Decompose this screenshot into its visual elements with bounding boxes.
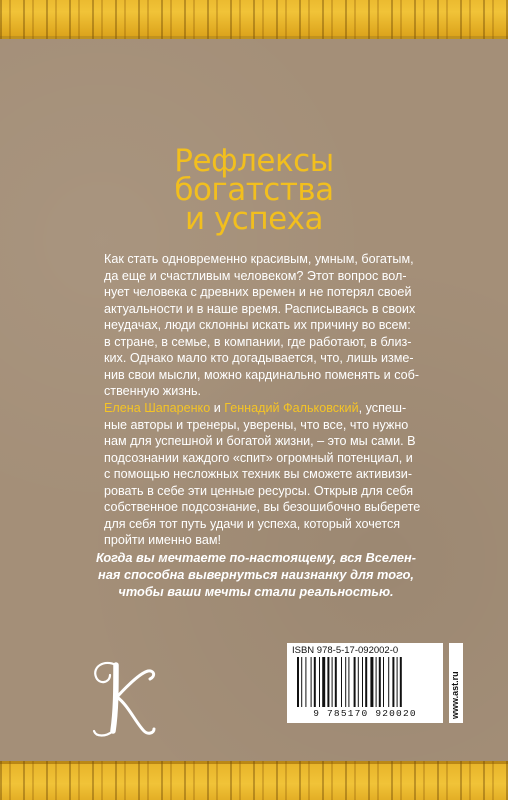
text-line: нует человека с древних времен и не потерял своей xyxy=(104,285,412,299)
barcode-bar xyxy=(362,657,363,707)
title-line: Рефлексы xyxy=(174,143,334,179)
barcode-bar xyxy=(392,657,394,707)
barcode-bar xyxy=(314,657,316,707)
text-line: актуальности и в наше время. Расписываясь в своих xyxy=(104,301,416,316)
barcode-bar xyxy=(319,657,320,707)
text-line: неудачах, люди склонны искать их причину во всем: xyxy=(104,318,411,332)
barcode-bar xyxy=(354,657,356,707)
bottom-decorative-band xyxy=(0,761,508,800)
barcode-bar xyxy=(301,657,302,707)
text-line: с помощью несложных техник вы сможете активизи- xyxy=(104,467,413,481)
barcode-block xyxy=(287,643,443,723)
conjunction: и xyxy=(210,401,225,415)
barcode-bar xyxy=(388,657,389,707)
barcode-bar xyxy=(335,657,337,707)
text-line xyxy=(104,400,407,417)
text-line: ные авторы и тренеры, уверены, что все, что нужно xyxy=(104,417,409,432)
publisher-logo-icon xyxy=(86,645,158,745)
text-line: Как стать одновременно красивым, умным, богатым, xyxy=(104,252,414,266)
barcode-bar xyxy=(379,657,381,707)
barcode-bar xyxy=(297,657,299,707)
barcode-bar xyxy=(376,657,377,707)
barcode-bar xyxy=(400,657,402,707)
quote-line: Когда вы мечтаете по-настоящему, вся Вселен- xyxy=(95,550,417,565)
text-line: ровать в себе эти ценные ресурсы. Открыв для себя xyxy=(104,483,414,498)
author-name: Геннадий Фальковский xyxy=(224,401,359,415)
isbn-text: ISBN 978-5-17-092002-0 xyxy=(292,645,399,656)
barcode-bar xyxy=(345,657,346,707)
barcode-bar xyxy=(365,657,367,707)
authors-paragraph xyxy=(104,400,421,549)
quote-line: ная способна вывернуться наизнанку для того, xyxy=(98,567,414,582)
website-label-box xyxy=(449,643,463,723)
barcode-bar xyxy=(322,657,325,707)
text-line: ких. Однако мало кто догадывается, что, лишь изме- xyxy=(104,351,414,365)
text-line: в стране, в семье, в компании, где работают, в близ- xyxy=(104,334,412,349)
barcode-bar xyxy=(370,657,373,707)
barcode-bar xyxy=(311,657,312,707)
title-line: богатства xyxy=(174,172,334,208)
barcode-bar xyxy=(305,657,306,707)
barcode-bar xyxy=(358,657,359,707)
logo-letter: K xyxy=(86,645,87,646)
text-line: да еще и счастливым человеком? Этот вопрос вол- xyxy=(104,268,407,283)
description-paragraph xyxy=(104,251,420,400)
barcode-bar xyxy=(327,657,329,707)
barcode-icon xyxy=(295,657,435,707)
quote xyxy=(88,549,424,600)
barcode-bar xyxy=(348,657,349,707)
barcode-digits: 9 785170 920020 xyxy=(313,708,417,719)
top-decorative-band xyxy=(0,0,508,39)
barcode-bar xyxy=(383,657,384,707)
quote-line: чтобы ваши мечты стали реальностью. xyxy=(118,584,394,599)
barcode-bar xyxy=(341,657,342,707)
text-line: пройти именно вам! xyxy=(104,533,221,547)
barcode-bar xyxy=(397,657,398,707)
publisher-website: www.ast.ru xyxy=(450,671,460,719)
text-line: ственную жизнь. xyxy=(104,384,202,398)
author-name: Елена Шапаренко xyxy=(104,401,211,415)
barcode-bar xyxy=(332,657,333,707)
text-line: собственное подсознание, вы безошибочно выберете xyxy=(104,500,421,514)
text-line: нив свои мысли, можно кардинально поменять и соб- xyxy=(104,367,420,382)
title-line: и успеха xyxy=(184,201,324,237)
text-line: для себя тот путь удачи и успеха, который хочется xyxy=(104,516,401,531)
text-line: нам для успешной и богатой жизни, – это мы сами. В xyxy=(104,434,416,448)
text-line: подсознании каждого «спит» огромный потенциал, и xyxy=(104,450,413,465)
book-title xyxy=(0,143,508,237)
text-fragment: , успеш- xyxy=(358,401,407,415)
